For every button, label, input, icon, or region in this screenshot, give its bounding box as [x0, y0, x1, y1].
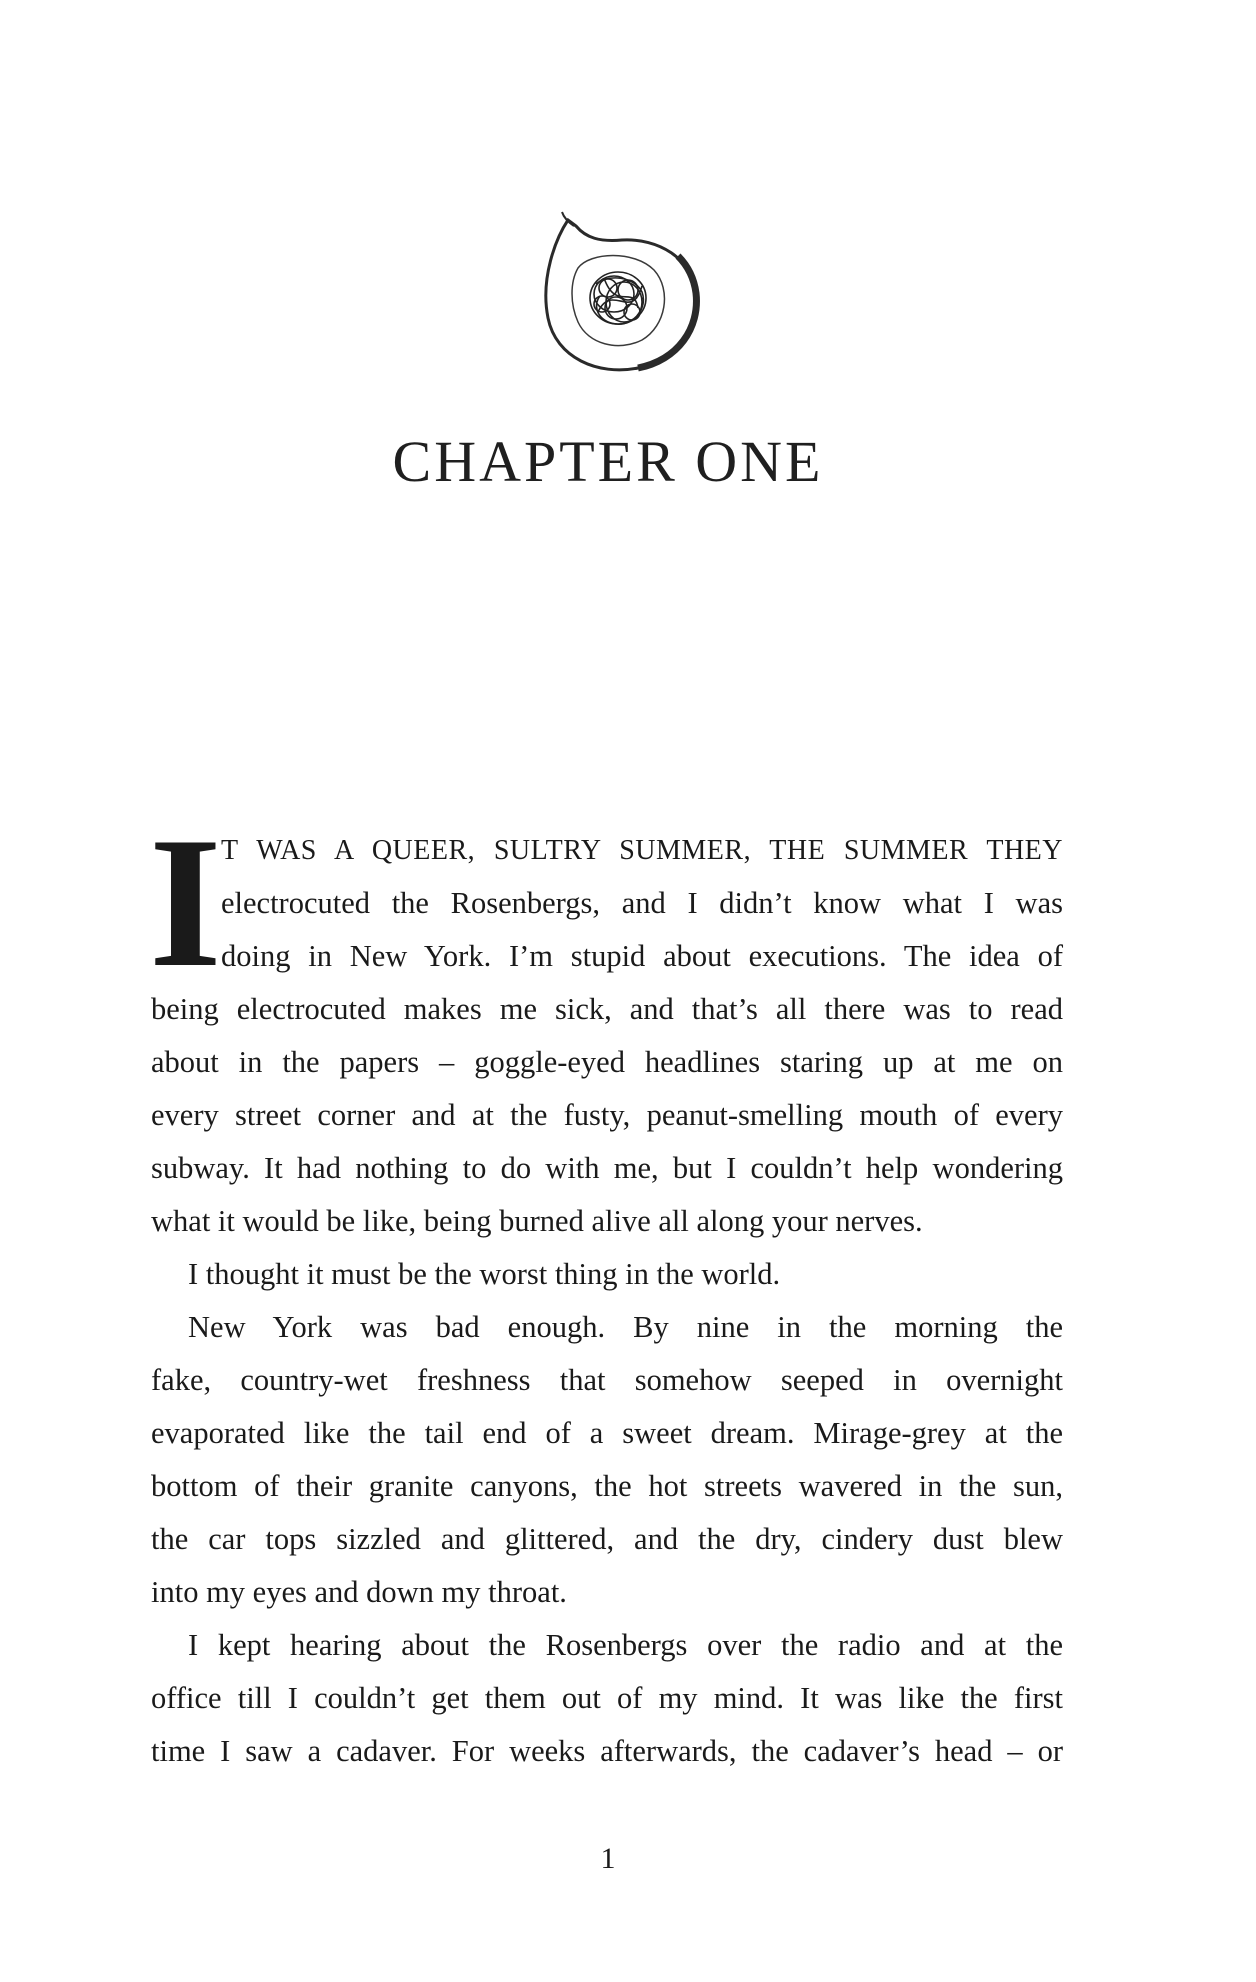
text-line: into my eyes and down my throat. — [151, 1575, 567, 1609]
text-line: fake, country-wet freshness that somehow seeped in overnight — [151, 1363, 1063, 1397]
text-line: office till I couldn’t get them out of my mind. It was like the first — [151, 1681, 1063, 1715]
text-line: about in the papers – goggle-eyed headlines staring up at me on — [151, 1045, 1063, 1079]
text-line: evaporated like the tail end of a sweet dream. Mirage-grey at the — [151, 1416, 1063, 1450]
text-line: bottom of their granite canyons, the hot streets wavered in the sun, — [151, 1469, 1063, 1503]
text-line: time I saw a cadaver. For weeks afterwards, the cadaver’s head – or — [151, 1734, 1063, 1768]
text-line: the car tops sizzled and glittered, and the dry, cindery dust blew — [151, 1522, 1063, 1556]
text-line: I thought it must be the worst thing in the world. — [188, 1257, 781, 1291]
text-line: I kept hearing about the Rosenbergs over the radio and at the — [188, 1628, 1063, 1662]
chapter-title: CHAPTER ONE — [392, 429, 824, 494]
text-line: subway. It had nothing to do with me, but I couldn’t help wondering — [151, 1151, 1063, 1185]
drop-cap: I — [149, 799, 222, 1006]
text-line: what it would be like, being burned alive all along your nerves. — [151, 1204, 923, 1238]
text-line: New York was bad enough. By nine in the morning the — [188, 1310, 1063, 1344]
text-line: being electrocuted makes me sick, and that’s all there was to read — [151, 992, 1063, 1026]
opening-paragraph — [149, 799, 1063, 1006]
body-text — [149, 799, 1063, 1778]
fig-icon — [538, 208, 704, 376]
text-line: doing in New York. I’m stupid about executions. The idea of — [221, 939, 1063, 973]
page-number: 1 — [600, 1842, 616, 1875]
text-line: every street corner and at the fusty, peanut-smelling mouth of every — [151, 1098, 1063, 1132]
text-line: T WAS A QUEER, SULTRY SUMMER, THE SUMMER THEY — [221, 835, 1063, 866]
text-line: electrocuted the Rosenbergs, and I didn’t know what I was — [221, 886, 1063, 920]
